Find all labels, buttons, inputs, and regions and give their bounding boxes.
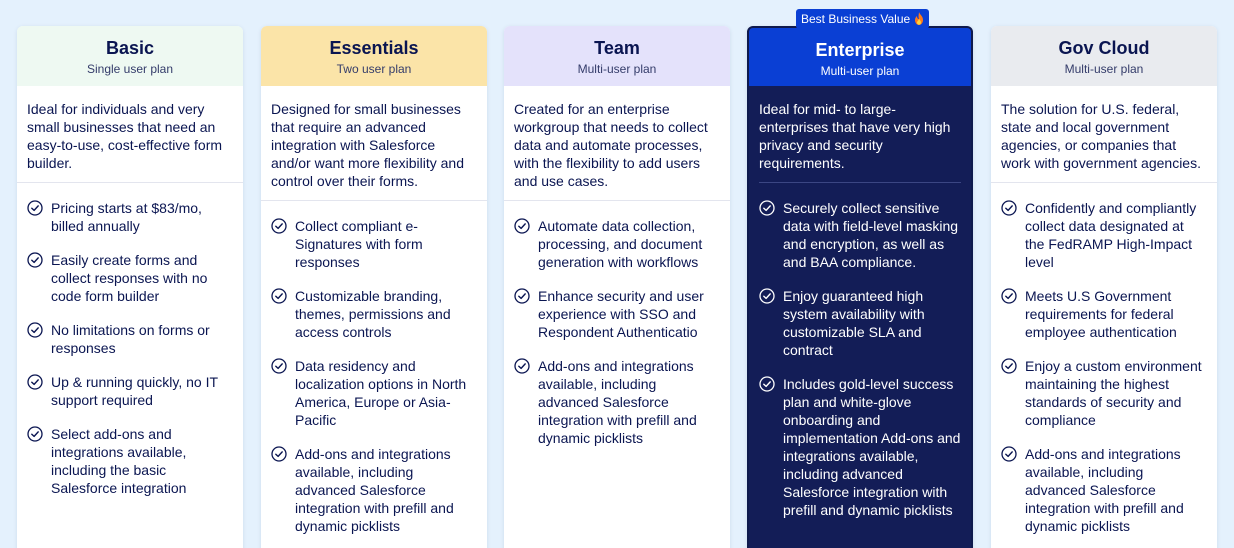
plan-header-team xyxy=(504,26,730,86)
plan-description: Ideal for mid- to large-enterprises that have very high privacy and security requirements. xyxy=(759,101,951,171)
plan-description: Created for an enterprise workgroup that needs to collect data and automate processes, with the flexibility to add users and use cases. xyxy=(514,101,708,189)
feature-text: Enhance security and user experience with SSO and Respondent Authenticatio xyxy=(538,288,704,340)
feature-item xyxy=(514,217,720,271)
feature-text: Add-ons and integrations available, including advanced Salesforce integration with prefill and dynamic picklists xyxy=(538,358,697,446)
plan-header-essentials xyxy=(261,26,487,86)
feature-item xyxy=(27,199,233,235)
feature-text: Meets U.S Government requirements for federal employee authentication xyxy=(1025,288,1177,340)
feature-text: Add-ons and integrations available, including advanced Salesforce integration with prefill and dynamic picklists xyxy=(1025,446,1184,534)
plan-card-essentials xyxy=(261,26,487,548)
plan-name: Enterprise xyxy=(815,40,905,60)
plan-header-basic xyxy=(17,26,243,86)
feature-text: Data residency and localization options in North America, Europe or Asia-Pacific xyxy=(295,358,467,428)
feature-item xyxy=(27,373,233,409)
plan-header-enterprise xyxy=(749,28,971,86)
plan-name: Essentials xyxy=(329,38,419,58)
feature-item xyxy=(27,251,233,305)
best-value-badge xyxy=(796,9,929,29)
feature-text: Up & running quickly, no IT support required xyxy=(51,374,218,408)
check-circle-icon xyxy=(27,426,43,442)
feature-item xyxy=(1001,199,1207,271)
plan-description: Ideal for individuals and very small businesses that need an easy-to-use, cost-effective form builder. xyxy=(27,101,223,171)
check-circle-icon xyxy=(27,200,43,216)
feature-text: Add-ons and integrations available, including advanced Salesforce integration with prefill and dynamic picklists xyxy=(295,446,454,534)
feature-item xyxy=(759,375,961,519)
plan-name: Basic xyxy=(105,38,155,58)
check-circle-icon xyxy=(271,218,287,234)
feature-item xyxy=(1001,287,1207,341)
plan-card-basic xyxy=(17,26,243,548)
feature-item xyxy=(514,357,720,447)
plan-subtitle: Multi-user plan xyxy=(1064,62,1144,76)
check-circle-icon xyxy=(759,376,775,392)
plan-description: Designed for small businesses that require an advanced integration with Salesforce and/or want more flexibility and control over their forms. xyxy=(271,101,464,189)
feature-text: Includes gold-level success plan and white-glove onboarding and implementation Add-ons and integrations available, including advanced Salesforce integration with prefill and dynamic picklists xyxy=(783,376,961,518)
feature-text: Pricing starts at $83/mo, billed annually xyxy=(51,200,202,234)
check-circle-icon xyxy=(514,218,530,234)
fire-icon xyxy=(914,11,924,24)
feature-list xyxy=(504,201,730,447)
feature-item xyxy=(271,445,477,535)
feature-text: Customizable branding, themes, permissions and access controls xyxy=(295,288,451,340)
feature-item xyxy=(1001,445,1207,535)
feature-text: Confidently and compliantly collect data designated at the FedRAMP High-Impact level xyxy=(1025,200,1197,270)
feature-item xyxy=(271,357,477,429)
feature-item xyxy=(271,217,477,271)
check-circle-icon xyxy=(759,200,775,216)
check-circle-icon xyxy=(27,374,43,390)
feature-text: Enjoy a custom environment maintaining the highest standards of security and compliance xyxy=(1025,358,1202,428)
plan-header-gov-cloud xyxy=(991,26,1217,86)
plan-name: Gov Cloud xyxy=(1058,38,1150,58)
feature-text: Securely collect sensitive data with field-level masking and encryption, as well as and BAA compliance. xyxy=(783,200,959,270)
check-circle-icon xyxy=(1001,200,1017,216)
feature-item xyxy=(1001,357,1207,429)
check-circle-icon xyxy=(271,288,287,304)
check-circle-icon xyxy=(27,252,43,268)
plan-subtitle: Multi-user plan xyxy=(820,64,900,78)
feature-text: No limitations on forms or responses xyxy=(51,322,210,356)
check-circle-icon xyxy=(271,446,287,462)
feature-item xyxy=(27,321,233,357)
feature-list xyxy=(261,201,487,535)
feature-item xyxy=(27,425,233,497)
check-circle-icon xyxy=(1001,446,1017,462)
check-circle-icon xyxy=(514,288,530,304)
plan-card-enterprise xyxy=(747,26,973,548)
plan-subtitle: Two user plan xyxy=(336,62,412,76)
feature-item xyxy=(271,287,477,341)
feature-list xyxy=(991,183,1217,535)
feature-item xyxy=(514,287,720,341)
feature-item xyxy=(759,199,961,271)
check-circle-icon xyxy=(271,358,287,374)
feature-list xyxy=(749,183,971,519)
best-value-badge-label: Best Business Value xyxy=(801,12,911,26)
plan-card-team xyxy=(504,26,730,548)
feature-text: Collect compliant e-Signatures with form responses xyxy=(295,218,423,270)
plan-name: Team xyxy=(594,38,640,58)
check-circle-icon xyxy=(1001,358,1017,374)
feature-text: Automate data collection, processing, and document generation with workflows xyxy=(538,218,703,270)
plan-card-gov-cloud xyxy=(991,26,1217,548)
check-circle-icon xyxy=(1001,288,1017,304)
check-circle-icon xyxy=(514,358,530,374)
feature-text: Select add-ons and integrations available, including the basic Salesforce integration xyxy=(51,426,187,496)
feature-text: Enjoy guaranteed high system availability with customizable SLA and contract xyxy=(783,288,925,358)
feature-item xyxy=(759,287,961,359)
feature-text: Easily create forms and collect responses with no code form builder xyxy=(51,252,208,304)
check-circle-icon xyxy=(27,322,43,338)
plan-subtitle: Multi-user plan xyxy=(577,62,657,76)
plan-subtitle: Single user plan xyxy=(86,62,174,76)
check-circle-icon xyxy=(759,288,775,304)
feature-list xyxy=(17,183,243,497)
plan-description: The solution for U.S. federal, state and local government agencies, or companies that work with government agencies. xyxy=(1001,101,1201,171)
